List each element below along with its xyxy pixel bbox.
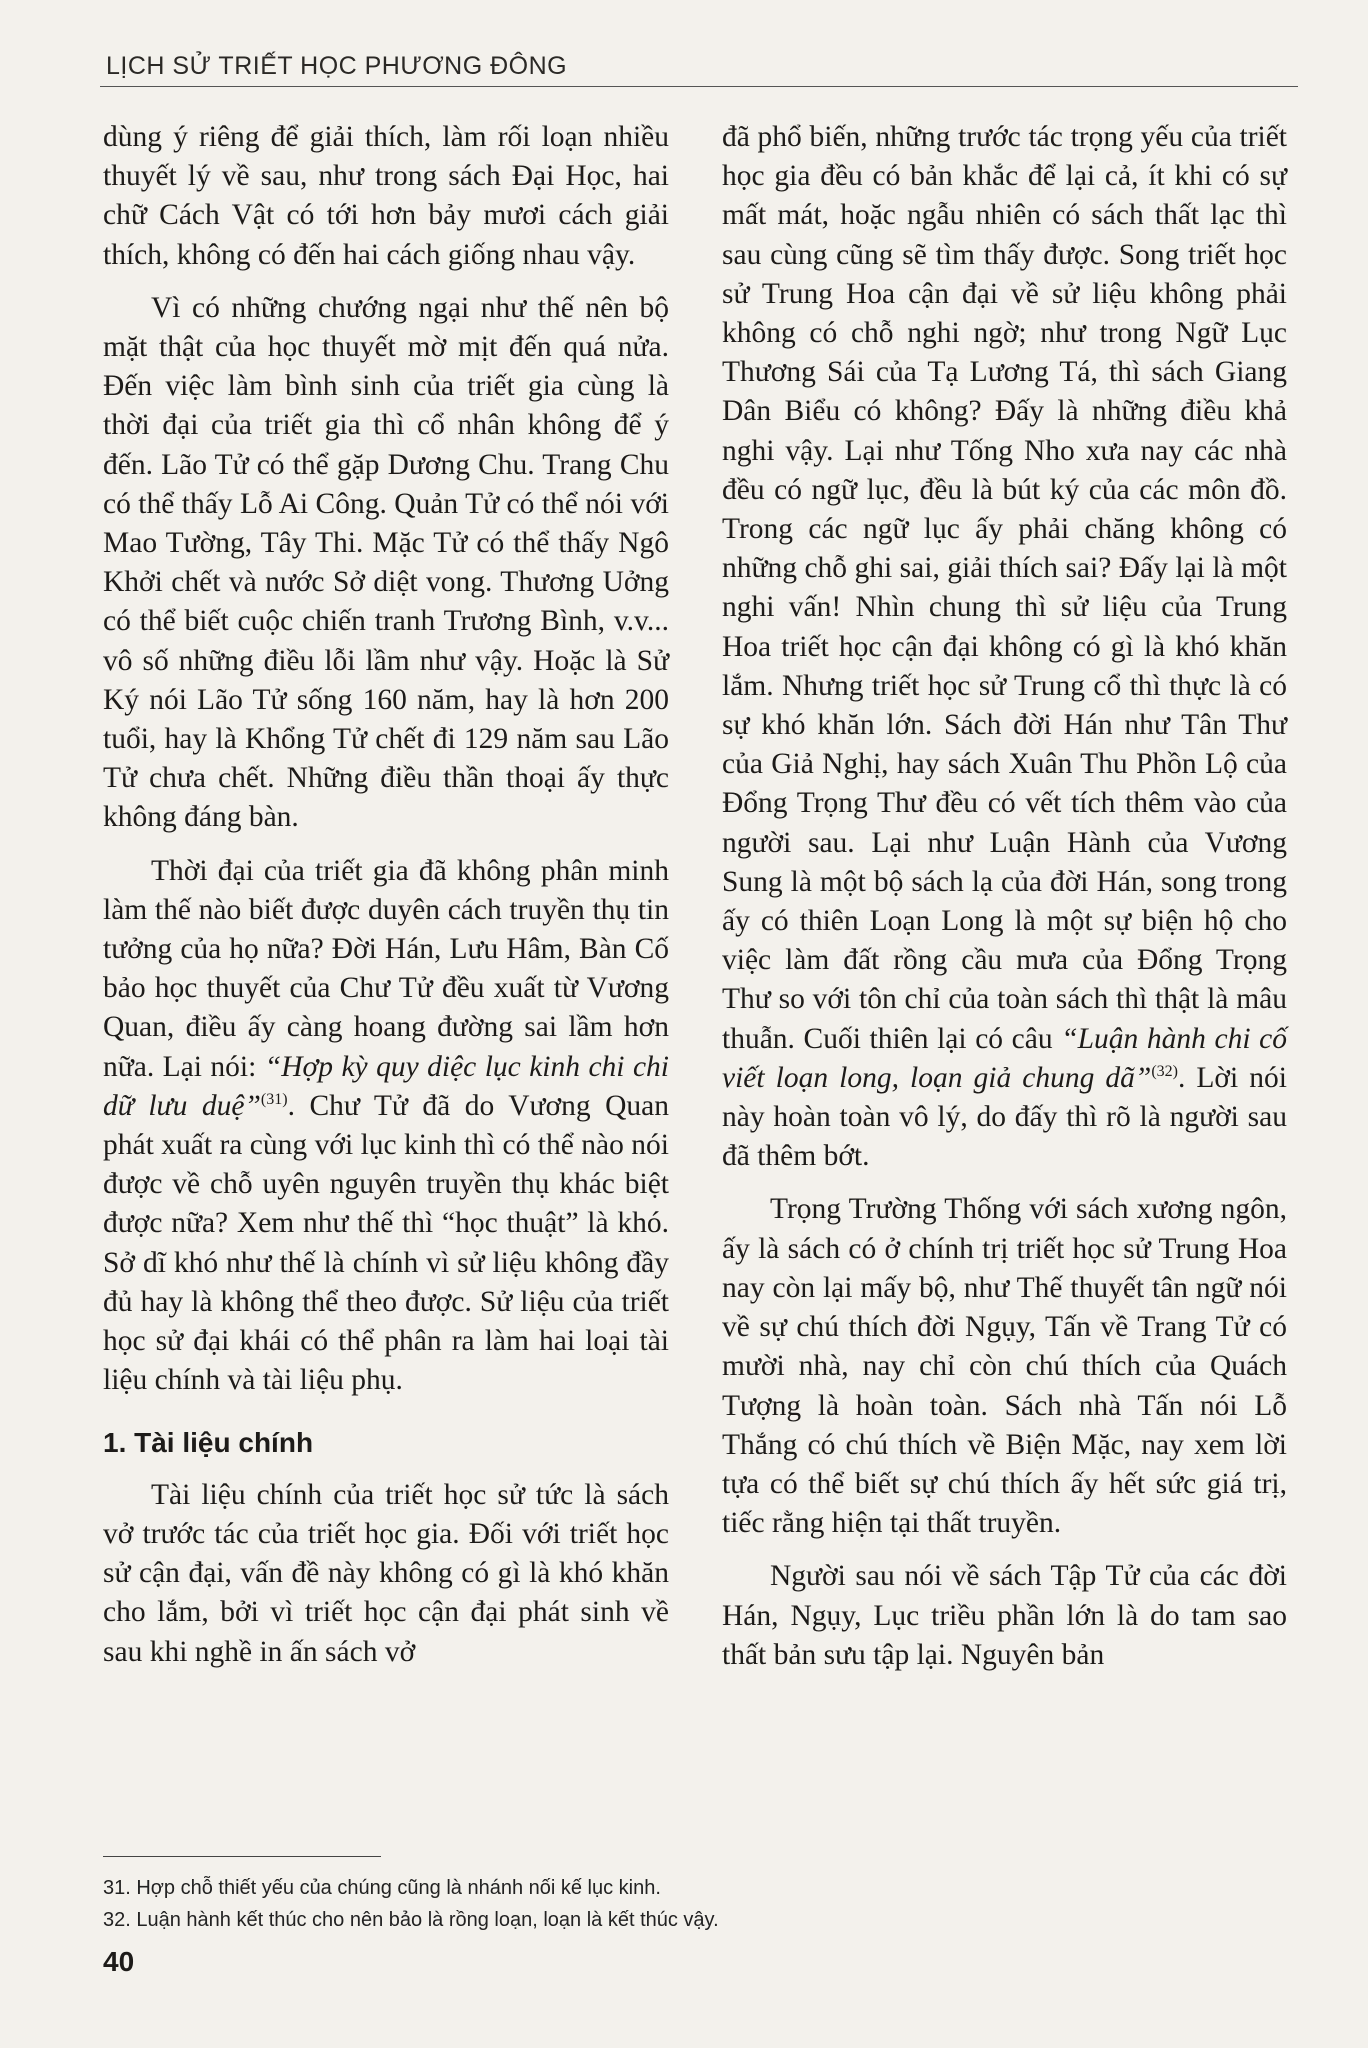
footnote-31: 31. Hợp chỗ thiết yếu của chúng cũng là nhánh nối kế lục kinh. [103,1877,661,1899]
paragraph: Vì có những chướng ngại như thế nên bộ mặt thật của học thuyết mờ mịt đến quá nửa. Đến việc làm bình sinh của triết gia cùng là thời đại của triết gia thì cổ nhân không để ý đến. Lão Tử có thể gặp Dương Chu. Trang Chu có thể thấy Lỗ Ai Công. Quản Tử có thể nói với Mao Tường, Tây Thi. Mặc Tử có thể thấy Ngô Khởi chết và nước Sở diệt vong. Thương Uởng có thể biết cuộc chiến tranh Trương Bình, v.v... vô số những điều lỗi lầm như vậy. Hoặc là Sử Ký nói Lão Tử sống 160 năm, hay là hơn 200 tuổi, hay là Khổng Tử chết đi 129 năm sau Lão Tử chưa chết. Những điều thần thoại ấy thực không đáng bàn. [103,291,669,834]
paragraph-text: Thời đại của triết gia đã không phân minh làm thế nào biết được duyên cách truyền thụ tin tưởng của họ nữa? Đời Hán, Lưu Hâm, Bàn Cố bảo học thuyết của Chư Tử đều xuất từ Vương Quan, điều ấy càng hoang đường sai lầm hơn nữa. Lại nói: [103,854,669,1083]
paragraph [103,852,669,1401]
paragraph-text: . Chư Tử đã do Vương Quan phát xuất ra cùng với lục kinh thì có thể nào nói được về chỗ uyên nguyên truyền thụ khác biệt được nữa? Xem như thế thì “học thuật” là khó. Sở dĩ khó như thế là chính vì sử liệu không đầy đủ hay là không thể theo được. Sử liệu của triết học sử đại khái có thể phân ra làm hai loại tài liệu chính và tài liệu phụ. [103,1089,669,1397]
header-rule [100,86,1298,87]
paragraph: Người sau nói về sách Tập Tử của các đời Hán, Ngụy, Lục triều phần lớn là do tam sao thất bản sưu tập lại. Nguyên bản [722,1560,1287,1671]
paragraph-text: đã phổ biến, những trước tác trọng yếu của triết học gia đều có bản khắc để lại cả, ít khi có sự mất mát, hoặc ngẫu nhiên có sách thất lạc thì sau cùng cũng sẽ tìm thấy được. Song triết học sử Trung Hoa cận đại về sử liệu không phải không có chỗ nghi ngờ; như trong Ngữ Lục Thương Sái của Tạ Lương Tá, thì sách Giang Dân Biểu có không? Đấy là những điều khả nghi vậy. Lại như Tống Nho xưa nay các nhà đều có ngữ lục, đều là bút ký của các môn đồ. Trong các ngữ lục ấy phải chăng không có những chỗ ghi sai, giải thích sai? Đấy lại là một nghi vấn! Nhìn chung thì sử liệu của Trung Hoa triết học cận đại không có gì là khó khăn lắm. Nhưng triết học sử Trung cổ thì thực là có sự khó khăn lớn. Sách đời Hán như Tân Thư của Giả Nghị, hay sách Xuân Thu Phồn Lộ của Đổng Trọng Thư đều có vết tích thêm vào của người sau. Lại như Luận Hành của Vương Sung là một bộ sách lạ của đời Hán, song trong ấy có thiên Loạn Long là một sự biện hộ cho việc làm đất rồng cầu mưa của Đổng Trọng Thư so với tôn chỉ của toàn sách thì thật là mâu thuẫn. Cuối thiên lại có câu [722,121,1287,1055]
paragraph [722,118,1287,1176]
paragraph: Trọng Trường Thống với sách xương ngôn, ấy là sách có ở chính trị triết học sử Trung Hoa nay còn lại mấy bộ, như Thế thuyết tân ngữ nói về sự chú thích đời Ngụy, Tấn về Trang Tử có mười nhà, nay chỉ còn chú thích của Quách Tượng là hoàn toàn. Sách nhà Tấn nói Lỗ Thắng có chú thích về Biện Mặc, nay xem lời tựa có thể biết sự chú thích ấy hết sức giá trị, tiếc rằng hiện tại thất truyền. [722,1193,1287,1540]
section-heading: 1. Tài liệu chính [103,1426,314,1458]
left-column [103,118,669,1686]
footnotes [103,1872,1283,1936]
quotation: “Luận hành chi cố viết loạn long, loạn giả chung dã” [722,1022,1287,1094]
footnote-ref-31[interactable]: (31) [260,1091,288,1109]
footnote-32: 32. Luận hành kết thúc cho nên bảo là rồng loạn, loạn là kết thúc vậy. [103,1909,719,1931]
paragraph: Tài liệu chính của triết học sử tức là sách vở trước tác của triết học gia. Đối với triết học sử cận đại, vấn đề này không có gì là khó khăn cho lắm, bởi vì triết học cận đại phát sinh về sau khi nghề in ấn sách vở [103,1478,669,1668]
paragraph-text: . Lời nói này hoàn toàn vô lý, do đấy thì rõ là người sau đã thêm bớt. [722,1061,1287,1173]
page-number: 40 [103,1946,135,1977]
running-header: LỊCH SỬ TRIẾT HỌC PHƯƠNG ĐÔNG [106,52,568,80]
right-column [722,118,1287,1689]
footnote-rule [103,1856,381,1857]
quotation: “Hợp kỳ quy diệc lục kinh chi chi dữ lưu duệ” [103,1050,669,1122]
footnote-ref-32[interactable]: (32) [1151,1063,1178,1081]
paragraph: dùng ý riêng để giải thích, làm rối loạn nhiều thuyết lý về sau, như trong sách Đại Học, hai chữ Cách Vật có tới hơn bảy mươi cách giải thích, không có đến hai cách giống nhau vậy. [103,121,669,271]
